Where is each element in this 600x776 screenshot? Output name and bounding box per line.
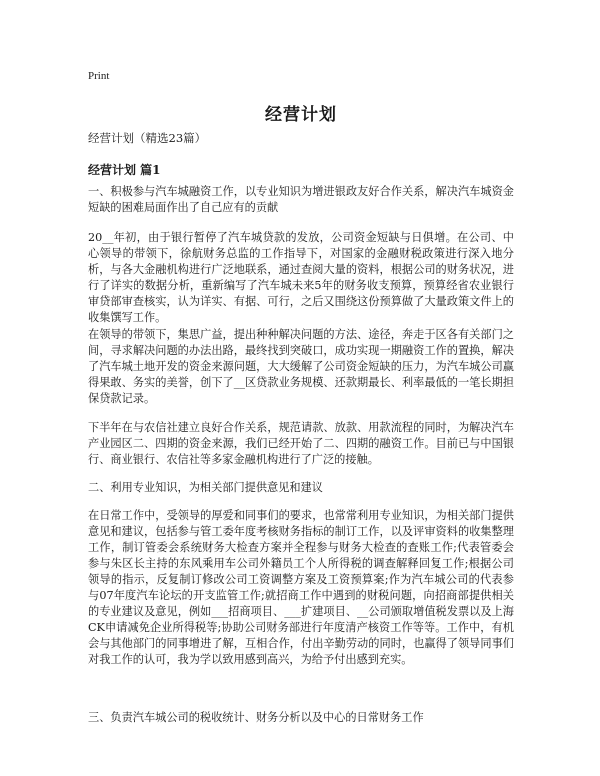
document-title: 经营计划 bbox=[265, 105, 337, 125]
paragraph-1: 一、积极参与汽车城融资工作，以专业知识为增进银政友好合作关系，解决汽车城资金短缺的困难局面作出了自己应有的贡献 bbox=[88, 185, 514, 214]
paragraph-4: 下半年在与农信社建立良好合作关系，规范请款、放款、用款流程的同时，为解决汽车产业园区二、四期的资金来源，我们已经开始了二、四期的融资工作。目前已与中国银行、商业银行、农信社等多家金融机构进行了广泛的接触。 bbox=[88, 421, 514, 466]
paragraph-6: 在日常工作中，受领导的厚爱和同事们的要求，也常常利用专业知识，为相关部门提供意见和建议，包括参与管工委年度考核财务指标的制订工作，以及评审资料的收集整理工作，制订管委会系统财务大检查方案并全程参与财务大检查的查账工作;代表管委会参与朱区长主持的东风乘用车公司外籍员工个人所得税的调查解释回复工作;根据公司领导的指示，反复制订修改公司工资调整方案及工资预算案;作为汽车城公司的代表参与07年度汽车论坛的开支监管工作;就招商工作中遇到的财税问题，向招商部提供相关的专业建议及意见，例如___招商项目、___扩建项目、__公司颁取增值税发票以及上海CK申请减免企业所得税等;协助公司财务部进行年度清产核资工作等等。工作中，有机会与其他部门的同事增进了解，互相合作，付出辛勤劳动的同时，也赢得了领导同事们对我工作的认可，我为学以致用感到高兴，为给予付出感到充实。 bbox=[88, 509, 514, 666]
paragraph-5-heading: 二、利用专业知识，为相关部门提供意见和建议 bbox=[88, 481, 323, 494]
document-subtitle: 经营计划（精选23篇） bbox=[88, 131, 207, 145]
paragraph-7-heading: 三、负责汽车城公司的税收统计、财务分析以及中心的日常财务工作 bbox=[88, 711, 424, 724]
section-heading: 经营计划 篇1 bbox=[88, 163, 161, 177]
paragraph-2: 20__年初，由于银行暂停了汽车城贷款的发放，公司资金短缺与日俱增。在公司、中心领导的带领下，徐航财务总监的工作指导下，对国家的金融财税政策进行深入地分析，与各大金融机构进行广泛地联系，通过查阅大量的资料，根据公司的财务状况，进行了详实的数据分析，重新编写了汽车城未来5年的财务收支预算，预算经省农业银行审贷部审查核实，认为详实、有据、可行，之后又围绕这份预算做了大量政策文件上的收集馔写工作。 bbox=[88, 231, 514, 324]
paragraph-3: 在领导的带领下，集思广益，提出种种解决问题的方法、途径，奔走于区各有关部门之间，寻求解决问题的办法出路，最终找到突破口，成功实现一期融资工作的置换，解决了汽车城土地开发的资金来源问题，大大缓解了公司资金短缺的压力，为汽车城公司赢得果敢、务实的美誉，创下了__区贷款业务规模、还款期最长、利率最低的一笔长期担保贷款记录。 bbox=[88, 328, 514, 405]
print-link[interactable]: Print bbox=[88, 70, 110, 82]
